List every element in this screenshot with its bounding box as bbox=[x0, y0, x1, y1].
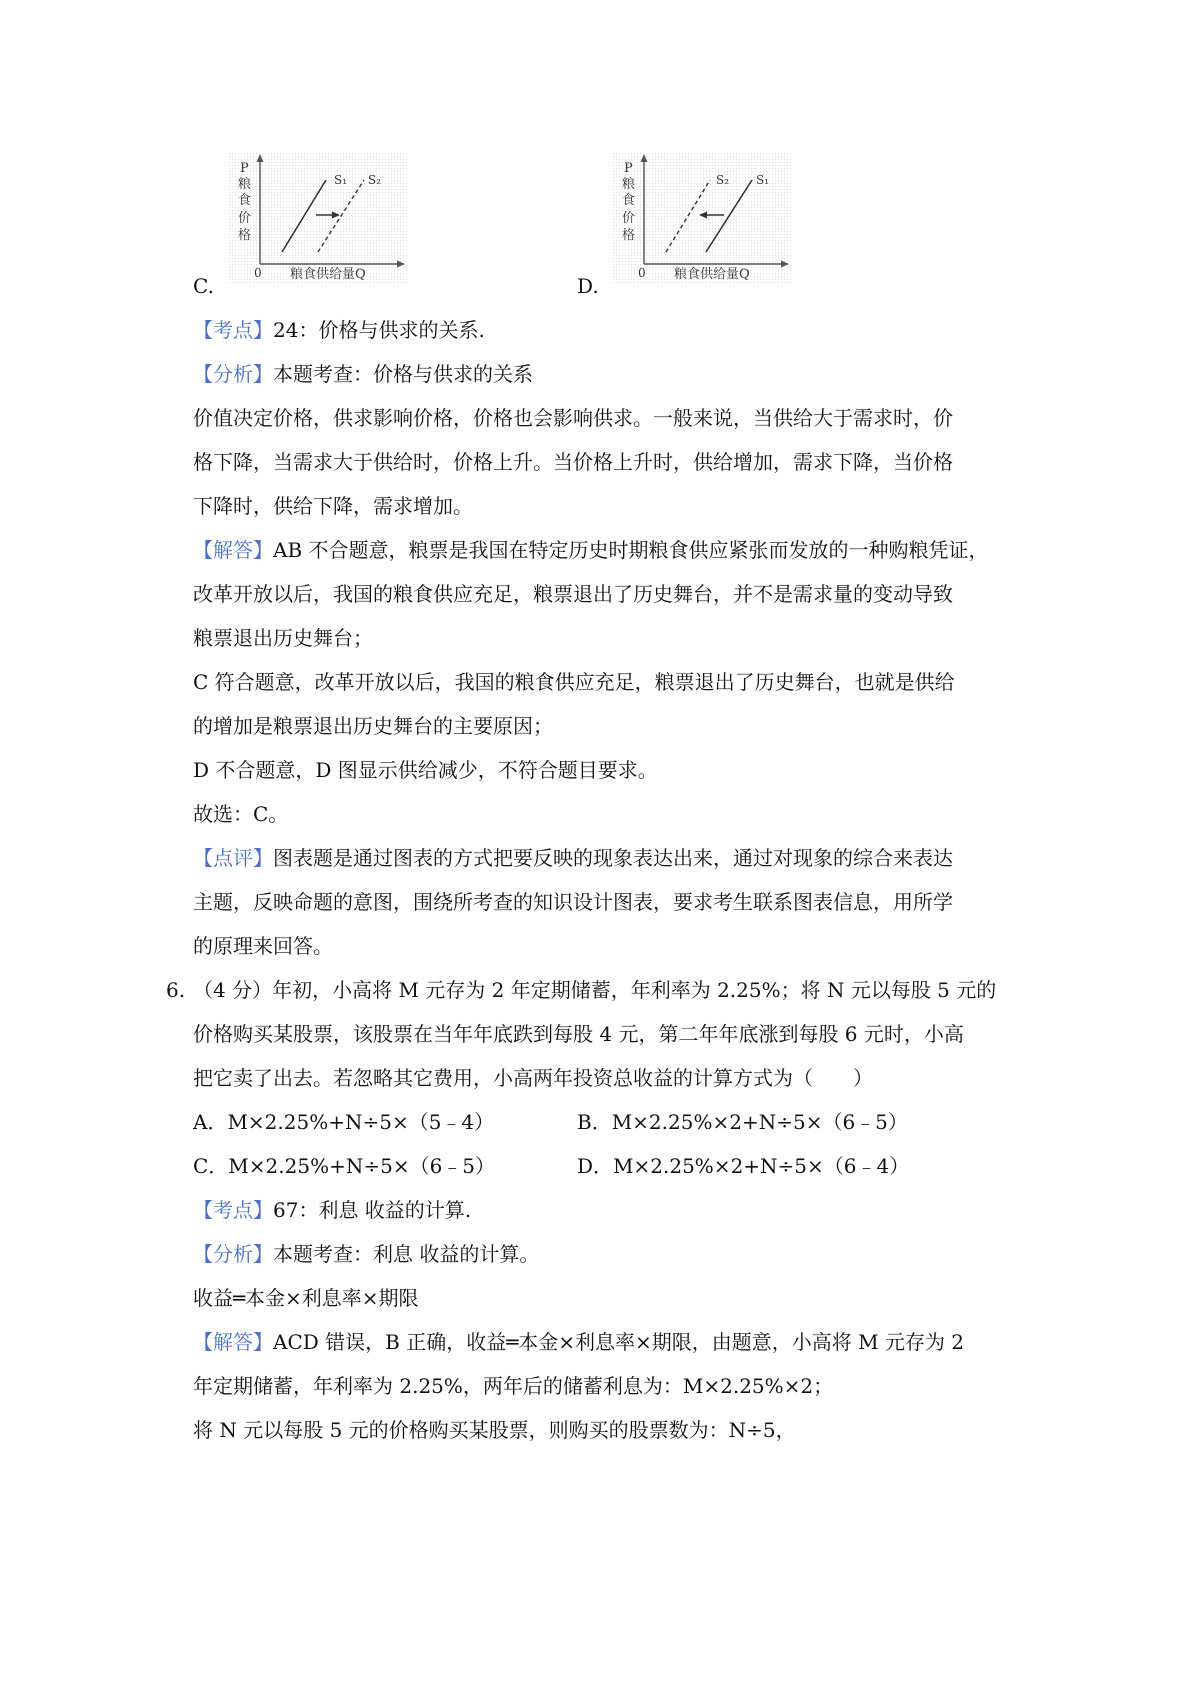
q6-number: 6. bbox=[166, 978, 186, 1002]
svg-text:价: 价 bbox=[238, 211, 252, 226]
fenxi-tag: 【分析】 bbox=[193, 1242, 273, 1266]
paragraph-line: D 不合题意，D 图显示供给减少，不符合题目要求。 bbox=[193, 758, 658, 782]
jieda-tag: 【解答】 bbox=[193, 1330, 273, 1354]
paragraph-line: 改革开放以后，我国的粮食供应充足，粮票退出了历史舞台，并不是需求量的变动导致 bbox=[193, 582, 953, 606]
figure-c-supply-shift-right bbox=[228, 152, 408, 284]
paragraph-line: 将 N 元以每股 5 元的价格购买某股票，则购买的股票数为：N÷5， bbox=[193, 1418, 796, 1442]
figure-d-supply-shift-left bbox=[612, 152, 792, 284]
paragraph-line: 主题，反映命题的意图，围绕所考查的知识设计图表，要求考生联系图表信息，用所学 bbox=[193, 890, 953, 914]
origin-label: 0 bbox=[638, 266, 646, 280]
q6-jieda: 【解答】ACD 错误，B 正确，收益═本金×利息率×期限，由题意，小高将 M 元存为 2 bbox=[193, 1330, 965, 1354]
paragraph-line: 下降时，供给下降，需求增加。 bbox=[193, 494, 473, 518]
paragraph-line: 的增加是粮票退出历史舞台的主要原因； bbox=[193, 714, 553, 738]
jieda-tag: 【解答】 bbox=[193, 538, 273, 562]
q5-kaodian: 【考点】24：价格与供求的关系. bbox=[193, 318, 485, 342]
s1-label: S₁ bbox=[334, 173, 348, 187]
answer-line: 故选：C。 bbox=[193, 802, 289, 826]
option-d-letter: D. bbox=[577, 274, 599, 298]
q5-fenxi: 【分析】本题考查：价格与供求的关系 bbox=[193, 362, 533, 386]
origin-label: 0 bbox=[254, 266, 262, 280]
q5-jieda: 【解答】AB 不合题意，粮票是我国在特定历史时期粮食供应紧张而发放的一种购粮凭证， bbox=[193, 538, 989, 562]
q5-dianping: 【点评】图表题是通过图表的方式把要反映的现象表达出来，通过对现象的综合来表达 bbox=[193, 846, 953, 870]
paragraph-line: 价值决定价格，供求影响价格，价格也会影响供求。一般来说，当供给大于需求时，价 bbox=[193, 406, 953, 430]
paragraph-line: C 符合题意，改革开放以后，我国的粮食供应充足，粮票退出了历史舞台，也就是供给 bbox=[193, 670, 955, 694]
paragraph-line: 格下降，当需求大于供给时，价格上升。当价格上升时，供给增加，需求下降，当价格 bbox=[193, 450, 953, 474]
x-axis-label: 粮食供给量Q bbox=[290, 267, 366, 282]
q6-option-a: A．M×2.25%+N÷5×（5﹣4） bbox=[193, 1110, 495, 1134]
s2-label: S₂ bbox=[368, 173, 382, 187]
kaodian-tag: 【考点】 bbox=[193, 1198, 273, 1222]
svg-text:格: 格 bbox=[238, 228, 252, 243]
q6-stem-line: 价格购买某股票，该股票在当年年底跌到每股 4 元，第二年年底涨到每股 6 元时，小高 bbox=[193, 1022, 964, 1046]
svg-text:食: 食 bbox=[238, 193, 252, 208]
paragraph-line: 年定期储蓄，年利率为 2.25%，两年后的储蓄利息为：M×2.25%×2； bbox=[193, 1374, 834, 1398]
svg-text:粮: 粮 bbox=[622, 177, 636, 192]
q6-stem-line: 把它卖了出去。若忽略其它费用，小高两年投资总收益的计算方式为（ ） bbox=[193, 1066, 873, 1090]
q6-option-b: B．M×2.25%×2+N÷5×（6﹣5） bbox=[577, 1110, 908, 1134]
s2-label: S₂ bbox=[716, 173, 730, 187]
q6-option-d: D．M×2.25%×2+N÷5×（6﹣4） bbox=[577, 1154, 910, 1178]
svg-text:粮: 粮 bbox=[238, 177, 252, 192]
paragraph-line: 粮票退出历史舞台； bbox=[193, 626, 373, 650]
q6-fenxi: 【分析】本题考查：利息 收益的计算。 bbox=[193, 1242, 540, 1266]
q6-option-c: C．M×2.25%+N÷5×（6﹣5） bbox=[193, 1154, 496, 1178]
fenxi-tag: 【分析】 bbox=[193, 362, 273, 386]
kaodian-tag: 【考点】 bbox=[193, 318, 273, 342]
x-axis-label: 粮食供给量Q bbox=[674, 267, 750, 282]
svg-text:格: 格 bbox=[622, 228, 636, 243]
svg-text:食: 食 bbox=[622, 193, 636, 208]
paragraph-line: 的原理来回答。 bbox=[193, 934, 333, 958]
q6-kaodian: 【考点】67：利息 收益的计算. bbox=[193, 1198, 472, 1222]
svg-text:价: 价 bbox=[622, 211, 636, 226]
option-c-letter: C. bbox=[193, 274, 214, 298]
q6-formula: 收益═本金×利息率×期限 bbox=[193, 1286, 419, 1310]
dianping-tag: 【点评】 bbox=[193, 846, 273, 870]
y-axis-letter: P bbox=[624, 161, 633, 176]
s1-label: S₁ bbox=[756, 173, 770, 187]
q6-stem-line: （4 分）年初，小高将 M 元存为 2 年定期储蓄，年利率为 2.25%；将 N 元以每股 5 元的 bbox=[193, 978, 997, 1002]
y-axis-letter: P bbox=[240, 161, 249, 176]
